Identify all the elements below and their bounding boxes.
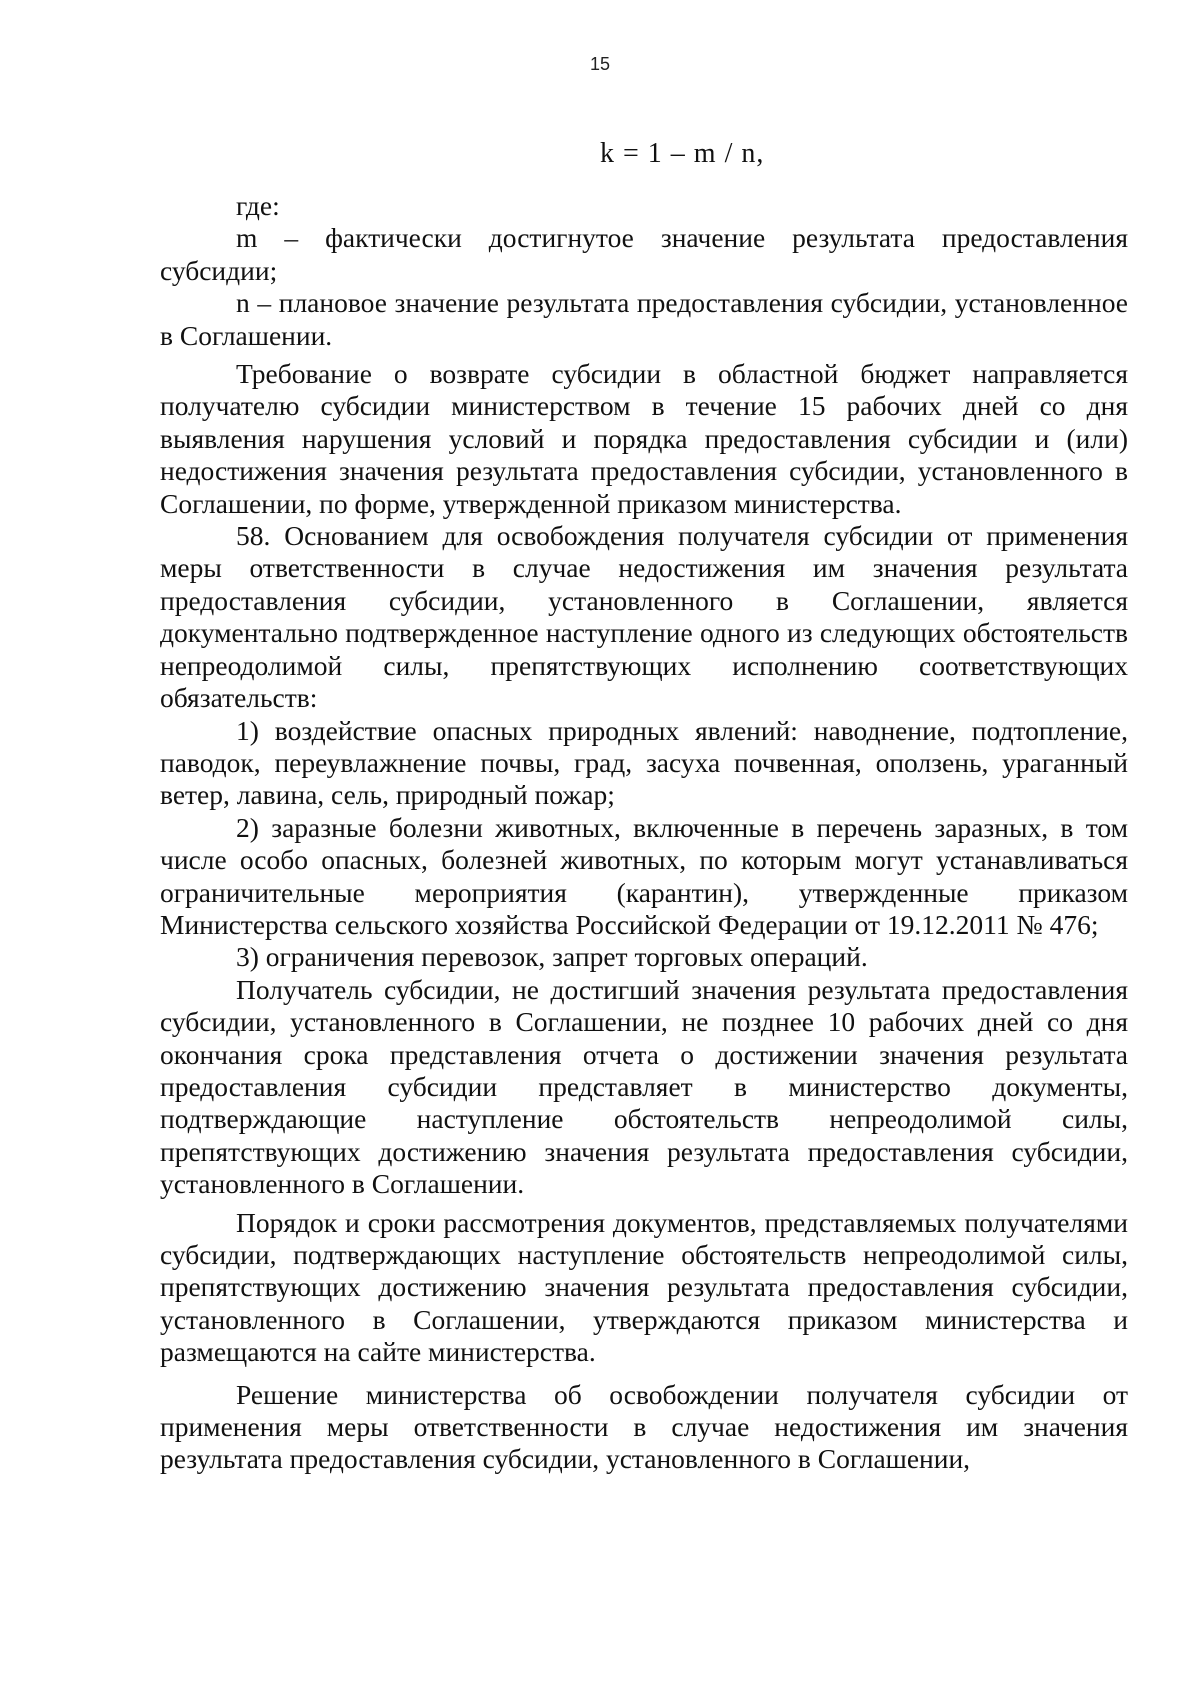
paragraph-58: 58. Основанием для освобождения получателя субсидии от применения меры ответственности в случае недостижения им значения результата предоставления субсидии, установленного в Соглашении, является документально подтвержденное наступление одного из следующих обстоятельств непреодолимой силы, препятствующих исполнению соответствующих обязательств: bbox=[160, 520, 1128, 714]
paragraph-recipient-documents: Получатель субсидии, не достигший значения результата предоставления субсидии, установленного в Соглашении, не позднее 10 рабочих дней со дня окончания срока представления отчета о достижении значения результата предоставления субсидии представляет в министерство документы, подтверждающие наступление обстоятельств непреодолимой силы, препятствующих достижению значения результата предоставления субсидии, установленного в Соглашении. bbox=[160, 973, 1128, 1200]
paragraph-where: где: bbox=[236, 190, 280, 221]
page-number: 15 bbox=[589, 54, 611, 74]
list-item-1: 1) воздействие опасных природных явлений: наводнение, подтопление, паводок, переувлажнение почвы, град, засуха почвенная, оползень, ураганный ветер, лавина, сель, природный пожар; bbox=[160, 714, 1128, 811]
paragraph-m-definition: m – фактически достигнутое значение результата предоставления субсидии; bbox=[160, 222, 1128, 286]
paragraph-n-definition: n – плановое значение результата предоставления субсидии, установленное в Соглашении. bbox=[160, 287, 1128, 351]
document-body bbox=[160, 190, 1128, 1476]
paragraph-decision: Решение министерства об освобождении получателя субсидии от применения меры ответственности в случае недостижения им значения результата предоставления субсидии, установленного в Соглашении, bbox=[160, 1378, 1128, 1475]
list-item-2: 2) заразные болезни животных, включенные в перечень заразных, в том числе особо опасных, болезней животных, по которым могут устанавливаться ограничительные мероприятия (карантин), утвержденные приказом Министерства сельского хозяйства Российской Федерации от 19.12.2011 № 476; bbox=[160, 811, 1128, 940]
formula: k = 1 – m / n, bbox=[600, 138, 765, 169]
list-item-3: 3) ограничения перевозок, запрет торговых операций. bbox=[236, 941, 868, 973]
paragraph-procedure: Порядок и сроки рассмотрения документов, представляемых получателями субсидии, подтверждающих наступление обстоятельств непреодолимой силы, препятствующих достижению значения результата предоставления субсидии, установленного в Соглашении, утверждаются приказом министерства и размещаются на сайте министерства. bbox=[160, 1206, 1128, 1368]
paragraph-refund-requirement: Требование о возврате субсидии в областной бюджет направляется получателю субсидии министерством в течение 15 рабочих дней со дня выявления нарушения условий и порядка предоставления субсидии и (или) недостижения значения результата предоставления субсидии, установленного в Соглашении, по форме, утвержденной приказом министерства. bbox=[160, 358, 1128, 519]
